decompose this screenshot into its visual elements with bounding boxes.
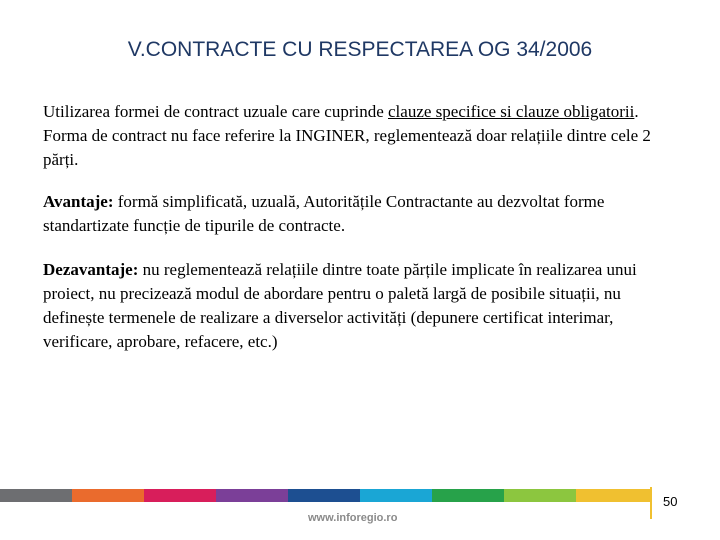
footer-bar-segment [432,489,504,502]
advantages-text: formă simplificată, uzuală, Autoritățile Contractante au dezvoltat forme standartizate funcție de tipurile de contracte. [43,192,605,235]
paragraph-intro [43,100,683,172]
paragraph-disadvantages [43,258,683,354]
footer-color-bar [0,489,720,502]
intro-text-end: . Forma de contract nu face referire la INGINER, reglementează doar relațiile dintre cele 2 părți. [43,102,651,169]
advantages-label: Avantaje: [43,192,114,211]
footer-bar-segment [504,489,576,502]
page-number-box [650,487,720,519]
footer-bar-segment [0,489,72,502]
website-label: www.inforegio.ro [308,512,398,524]
footer-bar-segment [72,489,144,502]
footer-bar-segment [576,489,648,502]
page-number: 50 [663,494,678,509]
disadvantages-label: Dezavantaje: [43,260,139,279]
disadvantages-text: nu reglementează relațiile dintre toate părțile implicate în realizarea unui proiect, nu precizează modul de abordare pentru o paletă largă de posibile situații, nu definește termenele de realizare a diverselor activități (depunere certificat interimar, verificare, aprobare, refacere, etc.) [43,260,637,351]
paragraph-advantages [43,190,683,238]
footer-bar-segment [144,489,216,502]
intro-underlined-text: clauze specifice si clauze obligatorii [388,102,635,121]
footer-bar-segment [360,489,432,502]
intro-text-start: Utilizarea formei de contract uzuale care cuprinde [43,102,388,121]
slide-title: V.CONTRACTE CU RESPECTAREA OG 34/2006 [127,38,593,61]
footer-bar-segment [288,489,360,502]
slide-body [43,100,683,372]
footer-bar-segment [216,489,288,502]
